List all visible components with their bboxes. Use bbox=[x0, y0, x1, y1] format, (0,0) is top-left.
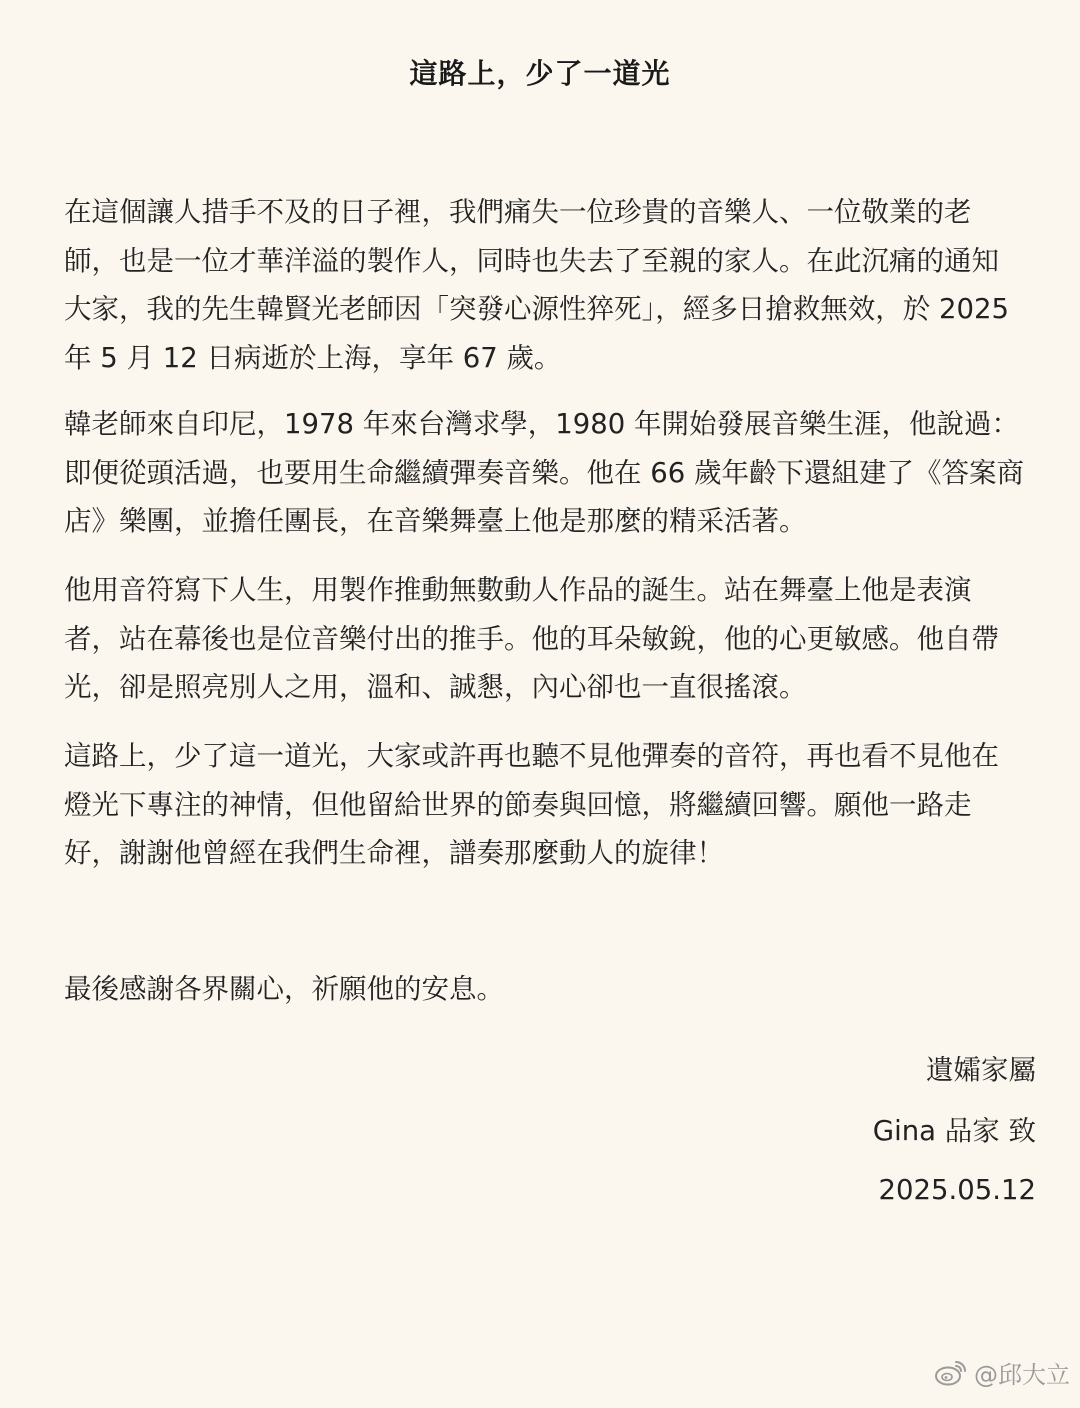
paragraph-4: 這路上，少了這一道光，大家或許再也聽不見他彈奏的音符，再也看不見他在燈光下專注的神情，但他留給世界的節奏與回憶，將繼續回響。願他一路走好，謝謝他曾經在我們生命裡，譜奏那麼動人的旋律！ bbox=[64, 740, 999, 869]
weibo-icon bbox=[934, 1359, 968, 1387]
document-title: 這路上，少了一道光 bbox=[409, 57, 671, 90]
closing-line: 最後感謝各界關心，祈願他的安息。 bbox=[64, 973, 504, 1005]
paragraph-2: 韓老師來自印尼，1978 年來台灣求學，1980 年開始發展音樂生涯，他說過：即便從頭活過，也要用生命繼續彈奏音樂。他在 66 歲年齡下還組建了《答案商店》樂團，並擔任團長，在音樂舞臺上他是那麼的精采活著。 bbox=[64, 408, 1024, 537]
paragraph-1: 在這個讓人措手不及的日子裡，我們痛失一位珍貴的音樂人、一位敬業的老師，也是一位才華洋溢的製作人，同時也失去了至親的家人。在此沉痛的通知大家，我的先生韓賢光老師因「突發心源性猝死」，經多日搶救無效，於 2025 年 5 月 12 日病逝於上海，享年 67 歲。 bbox=[64, 196, 1009, 374]
watermark-handle: @邱大立 bbox=[974, 1361, 1070, 1389]
weibo-watermark bbox=[934, 1355, 1070, 1390]
signature-date: 2025.05.12 bbox=[878, 1174, 1036, 1206]
signature-name: Gina 品家 致 bbox=[872, 1115, 1036, 1147]
signature-family: 遺孀家屬 bbox=[926, 1054, 1036, 1086]
paragraph-3: 他用音符寫下人生，用製作推動無數動人作品的誕生。站在舞臺上他是表演者，站在幕後也是位音樂付出的推手。他的耳朵敏銳，他的心更敏感。他自帶光，卻是照亮別人之用，溫和、誠懇，內心卻也一直很搖滾。 bbox=[64, 574, 999, 703]
